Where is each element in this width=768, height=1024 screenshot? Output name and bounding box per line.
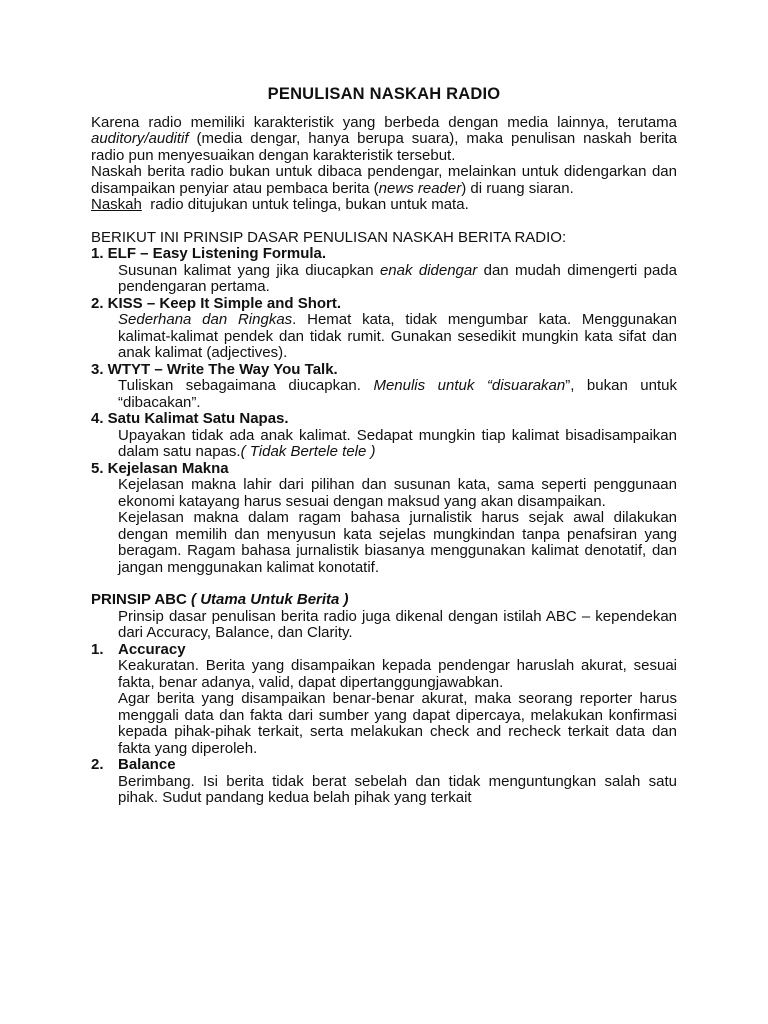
underlined-text: Naskah (91, 196, 142, 213)
emphasis-text: enak didengar (379, 261, 478, 279)
text-span: Balance (118, 756, 176, 773)
text-span: radio ditujukan untuk telinga, bukan untuk mata. (141, 196, 469, 213)
abc-heading (91, 592, 677, 609)
text-span: Karena radio memiliki karakteristik yang berbeda dengan media lainnya, terutama (91, 113, 677, 131)
intro-paragraph-1 (91, 115, 677, 165)
text-span: ”, bukan untuk “dibacakan”. (118, 377, 677, 411)
page-title: PENULISAN NASKAH RADIO (267, 85, 501, 103)
text-span: . Hemat kata, tidak mengumbar kata. Menggunakan kalimat-kalimat pendek dan tidak rumit. Gunakan sesedikit mungkin kata sifat dan anak kalimat (adjectives). (118, 311, 677, 361)
emphasis-text: ( Utama Untuk Berita ) (191, 591, 349, 608)
emphasis-text: ( Tidak Bertele tele ) (240, 443, 376, 460)
principle-1-heading: 1. ELF – Easy Listening Formula. (91, 245, 327, 262)
abc-2-text-1: Berimbang. Isi berita tidak berat sebelah dan tidak menguntungkan salah satu pihak. Sudut pandang kedua belah pihak yang terkait (118, 772, 677, 806)
abc-2-heading (91, 757, 677, 774)
spacer (91, 214, 677, 230)
text-span: (media dengar, hanya berupa suara), maka penulisan naskah berita radio pun menyesuaikan dengan karakteristik tersebut. (91, 130, 677, 164)
list-number: 1. (91, 640, 104, 658)
document-body (91, 86, 677, 807)
abc-1-text-2: Agar berita yang disampaikan benar-benar akurat, maka seorang reporter harus menggali data dan fakta dari sumber yang dapat dipercaya, melakukan konfirmasi kepada pihak-pihak terkait, serta melakukan check and recheck terkait data dan fakta yang diperoleh. (118, 690, 677, 757)
emphasis-text: Sederhana dan Ringkas (118, 311, 293, 328)
text-span: Susunan kalimat yang jika diucapkan (118, 261, 380, 279)
text-span: Accuracy (118, 640, 186, 658)
principle-3-text (91, 378, 677, 411)
spacer (91, 576, 677, 592)
abc-1-heading (91, 642, 677, 659)
list-number: 2. (91, 756, 104, 773)
text-span: Tuliskan sebagaimana diucapkan. (118, 377, 374, 394)
principle-1-text (91, 263, 677, 296)
emphasis-text: news reader (378, 179, 462, 197)
principle-3-heading: 3. WTYT – Write The Way You Talk. (91, 360, 338, 378)
intro-paragraph-3 (91, 197, 677, 214)
abc-intro: Prinsip dasar penulisan berita radio juga dikenal dengan istilah ABC – kependekan dari Accuracy, Balance, dan Clarity. (118, 607, 677, 641)
text-span: dan mudah dimengerti pada pendengaran pertama. (118, 261, 677, 295)
emphasis-text: auditory/auditif (91, 130, 189, 147)
principle-2-heading: 2. KISS – Keep It Simple and Short. (91, 294, 342, 312)
intro-paragraph-2 (91, 164, 677, 197)
emphasis-text: Menulis untuk “ (373, 377, 492, 394)
text-span: Naskah berita radio bukan untuk dibaca pendengar, melainkan untuk didengarkan dan disampaikan penyiar atau pembaca berita ( (91, 163, 677, 197)
text-span: PRINSIP ABC (91, 591, 192, 608)
principles-heading: BERIKUT INI PRINSIP DASAR PENULISAN NASKAH BERITA RADIO: (91, 228, 567, 246)
principle-5-text-1: Kejelasan makna lahir dari pilihan dan susunan kata, sama seperti penggunaan ekonomi katayang harus sesuai dengan maksud yang akan disampaikan. (118, 476, 677, 510)
principle-5-heading: 5. Kejelasan Makna (91, 459, 229, 477)
principle-2-text (91, 312, 677, 362)
principle-4-heading: 4. Satu Kalimat Satu Napas. (91, 410, 289, 427)
principle-5-text-2: Kejelasan makna dalam ragam bahasa jurnalistik harus sejak awal dilakukan dengan memilih dan menyusun kata sejelas mungkindan tanpa penafsiran yang beragam. Ragam bahasa jurnalistik biasanya menggunakan kalimat denotatif, dan jangan menggunakan kalimat konotatif. (118, 509, 677, 576)
emphasis-text: disuarakan (491, 377, 566, 394)
text-span: ) di ruang siaran. (461, 179, 574, 197)
abc-1-text-1: Keakuratan. Berita yang disampaikan kepada pendengar haruslah akurat, sesuai fakta, benar adanya, valid, dapat dipertanggungjawabkan. (118, 657, 677, 691)
text-span: Upayakan tidak ada anak kalimat. Sedapat mungkin tiap kalimat bisadisampaikan dalam satu napas. (118, 426, 677, 460)
principle-4-text (91, 428, 677, 461)
